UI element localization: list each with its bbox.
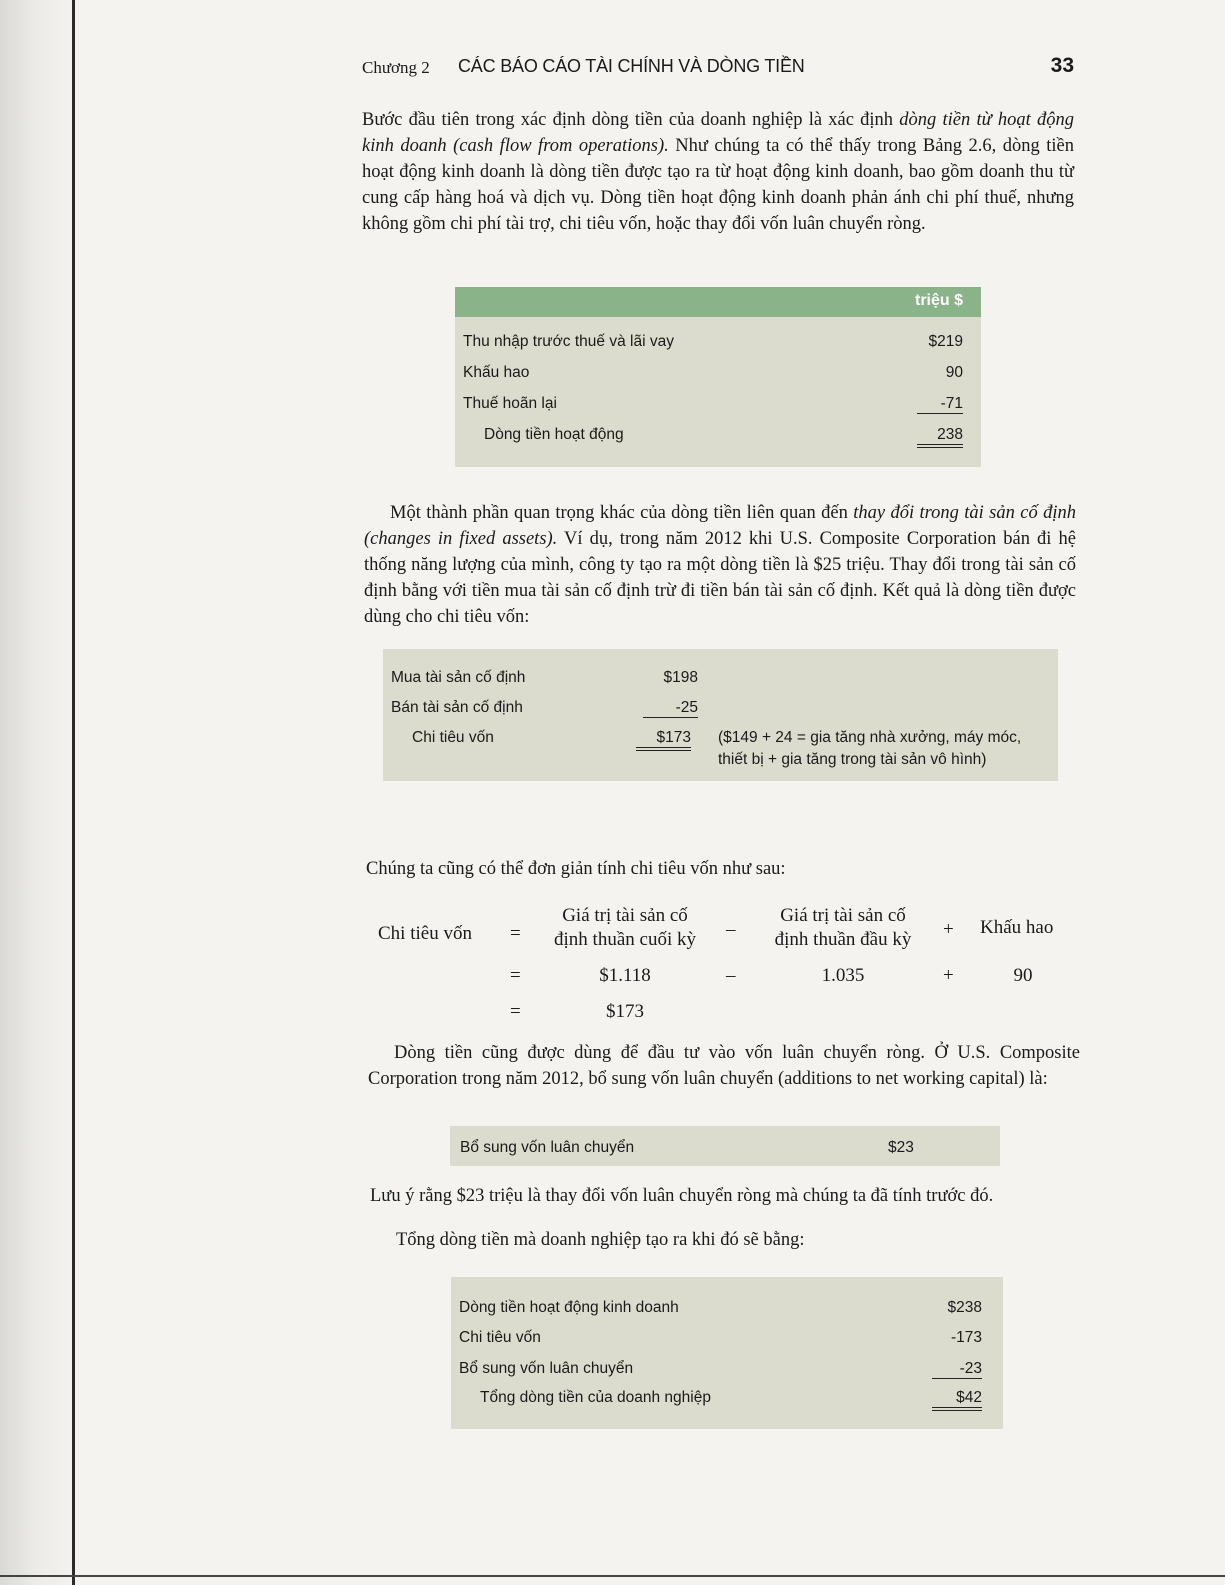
paragraph-working-capital: Dòng tiền cũng được dùng để đầu tư vào vốn luân chuyển ròng. Ở U.S. Composite Corporation trong năm 2012, bổ sung vốn luân chuyển (additions to net working capital) là: bbox=[368, 1043, 1080, 1089]
formula-minus: – bbox=[726, 919, 736, 940]
page-left-edge bbox=[72, 0, 75, 1585]
row-label: Thuế hoãn lại bbox=[463, 395, 557, 412]
formula-equals: = bbox=[510, 923, 521, 944]
term1-line: Giá trị tài sản cố bbox=[562, 905, 688, 926]
row-value: 90 bbox=[945, 364, 963, 381]
page-bottom-edge bbox=[0, 1575, 1225, 1577]
table-header-bar bbox=[455, 287, 981, 317]
term2-line: Giá trị tài sản cố bbox=[780, 905, 906, 926]
row-value: -23 bbox=[932, 1360, 982, 1379]
table-row bbox=[463, 364, 963, 386]
para2-term: thay đổi trong tài sản cố định (changes in fixed assets). bbox=[364, 503, 1076, 549]
row-value: $219 bbox=[928, 333, 963, 350]
running-header bbox=[362, 56, 1074, 80]
formula-value3: 90 bbox=[1013, 965, 1033, 986]
row-label: Bổ sung vốn luân chuyển bbox=[460, 1139, 635, 1156]
table-row bbox=[460, 1139, 930, 1161]
formula-equals-2: = bbox=[510, 965, 521, 986]
row-label: Chi tiêu vốn bbox=[459, 1329, 541, 1346]
paragraph-operating-cash-flow bbox=[362, 107, 1074, 237]
formula-result: $173 bbox=[606, 1001, 644, 1022]
row-value: 238 bbox=[917, 426, 963, 448]
table-row bbox=[459, 1329, 982, 1351]
row-label: Dòng tiền hoạt động kinh doanh bbox=[459, 1299, 679, 1316]
formula-value1: $1.118 bbox=[599, 965, 651, 986]
row-value: -173 bbox=[950, 1329, 982, 1346]
table-row bbox=[391, 669, 698, 691]
paragraph-simple-method: Chúng ta cũng có thể đơn giản tính chi tiêu vốn như sau: bbox=[366, 859, 786, 879]
row-value: -25 bbox=[643, 699, 698, 718]
formula-equals-3: = bbox=[510, 1001, 521, 1022]
row-label: Dòng tiền hoạt động bbox=[484, 426, 624, 443]
chapter-title: CÁC BÁO CÁO TÀI CHÍNH VÀ DÒNG TIỀN bbox=[458, 56, 805, 76]
formula-plus-2: + bbox=[943, 965, 954, 986]
row-value: $42 bbox=[932, 1389, 982, 1411]
row-label: Khấu hao bbox=[463, 364, 530, 381]
para1-rest: Như chúng ta có thể thấy trong Bảng 2.6, dòng tiền hoạt động kinh doanh là dòng tiền được tạo ra từ hoạt động kinh doanh, bao gồm doanh thu từ cung cấp hàng hoá và dịch vụ. Dòng tiền hoạt động kinh doanh phản ánh chi phí thuế, nhưng không gồm chi phí tài trợ, chi tiêu vốn, hoặc thay đổi vốn luân chuyển ròng. bbox=[362, 136, 1074, 234]
paragraph-note: Lưu ý rằng $23 triệu là thay đổi vốn luân chuyển ròng mà chúng ta đã tính trước đó. bbox=[370, 1186, 994, 1206]
formula-term1 bbox=[535, 905, 715, 951]
note-line: thiết bị + gia tăng trong tài sản vô hình) bbox=[718, 751, 987, 768]
formula-value2: 1.035 bbox=[821, 965, 865, 986]
capital-spending-table bbox=[383, 649, 1058, 781]
row-value: $173 bbox=[636, 729, 691, 751]
formula-term2 bbox=[753, 905, 933, 951]
row-label: Chi tiêu vốn bbox=[412, 729, 494, 746]
table-row-total bbox=[412, 729, 691, 751]
table-row bbox=[459, 1299, 982, 1321]
row-label: Mua tài sản cố định bbox=[391, 669, 526, 686]
row-label: Bán tài sản cố định bbox=[391, 699, 523, 716]
paragraph-total-intro: Tổng dòng tiền mà doanh nghiệp tạo ra khi đó sẽ bằng: bbox=[396, 1230, 805, 1250]
term1-line: định thuần cuối kỳ bbox=[554, 929, 696, 950]
row-label: Bổ sung vốn luân chuyển bbox=[459, 1360, 634, 1377]
formula-minus-2: – bbox=[726, 965, 736, 986]
chapter-label: Chương 2 bbox=[362, 58, 430, 77]
page-gutter-shadow bbox=[0, 0, 78, 1585]
capital-spending-note bbox=[718, 727, 1021, 771]
row-label: Thu nhập trước thuế và lãi vay bbox=[463, 333, 674, 350]
para1-term: dòng tiền từ hoạt động kinh doanh (cash flow from operations). bbox=[362, 110, 1074, 156]
row-label: Tổng dòng tiền của doanh nghiệp bbox=[480, 1389, 711, 1406]
formula-lhs: Chi tiêu vốn bbox=[378, 923, 472, 944]
table-row-total bbox=[480, 1389, 982, 1411]
para2-rest: Ví dụ, trong năm 2012 khi U.S. Composite Corporation bán đi hệ thống năng lượng của mình, công ty tạo ra một dòng tiền là $25 triệu. Thay đổi trong tài sản cố định bằng với tiền mua tài sản cố định trừ đi tiền bán tài sản cố định. Kết quả là dòng tiền được dùng cho chi tiêu vốn: bbox=[364, 529, 1076, 627]
row-value: -71 bbox=[917, 395, 963, 414]
table-row-total bbox=[484, 426, 963, 448]
page-number: 33 bbox=[1050, 54, 1074, 77]
para1-lead: Bước đầu tiên trong xác định dòng tiền của doanh nghiệp là xác định bbox=[362, 110, 900, 130]
working-capital-table bbox=[450, 1126, 1000, 1166]
paragraph-fixed-assets bbox=[364, 500, 1076, 630]
term2-line: định thuần đầu kỳ bbox=[774, 929, 912, 950]
total-cash-flow-table bbox=[451, 1277, 1003, 1429]
capital-spending-formula bbox=[370, 905, 1090, 1025]
formula-term3: Khấu hao bbox=[980, 917, 1054, 938]
table-row bbox=[463, 333, 963, 355]
table-row bbox=[391, 699, 698, 721]
row-value: $23 bbox=[888, 1139, 914, 1156]
table-row bbox=[459, 1360, 982, 1382]
row-value: $198 bbox=[663, 669, 698, 686]
para2-lead: Một thành phần quan trọng khác của dòng tiền liên quan đến bbox=[390, 503, 854, 523]
table-row bbox=[463, 395, 963, 417]
unit-label: triệu $ bbox=[914, 292, 963, 309]
note-line: ($149 + 24 = gia tăng nhà xưởng, máy móc, bbox=[718, 729, 1022, 746]
formula-plus: + bbox=[943, 919, 954, 940]
operating-cash-flow-table bbox=[455, 287, 981, 467]
row-value: $238 bbox=[947, 1299, 982, 1316]
